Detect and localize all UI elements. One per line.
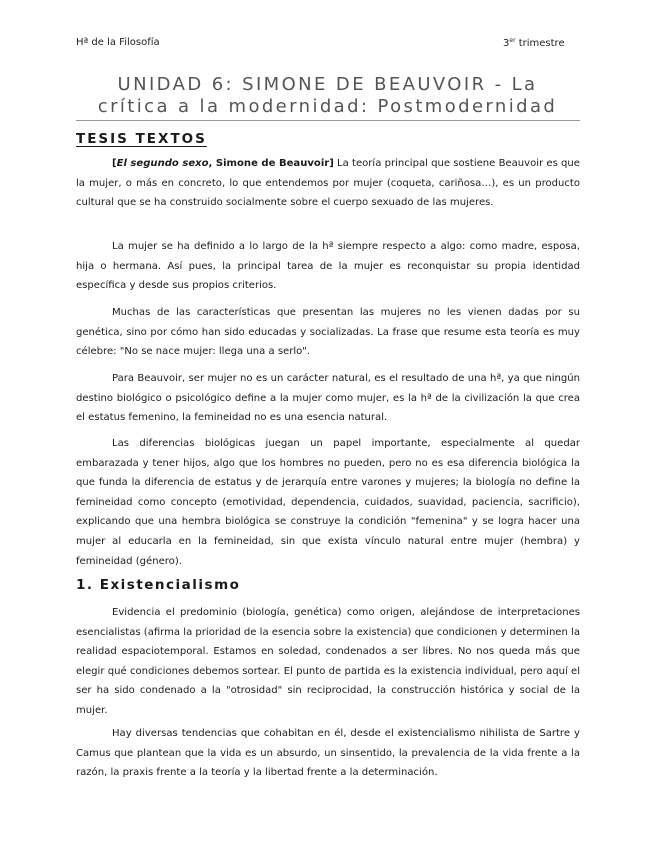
citation-work: El segundo sexo bbox=[116, 158, 209, 169]
paragraph-tesis-3: Muchas de las características que presentan las mujeres no les vienen dadas por su genética, sino por cómo han sido educadas y socializadas. La frase que resume esta teoría es muy célebre: "No se nace mujer: llega una a serlo". bbox=[76, 307, 580, 358]
header-term bbox=[503, 37, 565, 49]
citation-author: , Simone de Beauvoir bbox=[208, 158, 330, 169]
paragraph-tesis-1 bbox=[76, 154, 580, 213]
title-line-2: crítica a la modernidad: Postmodernidad bbox=[97, 96, 558, 117]
section-heading-tesis: TESIS TEXTOS bbox=[76, 131, 207, 147]
header-term-label: trimestre bbox=[515, 38, 565, 49]
citation-close: ] bbox=[329, 158, 334, 169]
citation-open: [ bbox=[112, 158, 117, 169]
title-line-1: UNIDAD 6: SIMONE DE BEAUVOIR - La bbox=[117, 74, 538, 95]
paragraph-tesis-5: Las diferencias biológicas juegan un papel importante, especialmente al quedar embarazada y tener hijos, algo que los hombres no pueden, pero no es esa diferencia biológica la que funda la diferencia de estatus y de jerarquía entre varones y mujeres; la biología no define la femineidad como concepto (emotividad, dependencia, cuidados, suavidad, paciencia, sacrificio), explicando que una hembra biológica se construye la condición "femenina" y se logra hacer una mujer al educarla en la femineidad, sin que exista vínculo natural entre mujer (hembra) y femineidad (género). bbox=[76, 438, 580, 567]
header-term-ordinal: er bbox=[509, 37, 516, 44]
page-title bbox=[72, 74, 583, 118]
header-term-number: 3 bbox=[503, 38, 510, 49]
paragraph-existencialismo-2: Hay diversas tendencias que cohabitan en él, desde el existencialismo nihilista de Sartre y Camus que plantean que la vida es un absurdo, un sinsentido, la prevalencia de la vida frente a la razón, la praxis frente a la teoría y la libertad frente a la determinación. bbox=[76, 728, 580, 779]
paragraph-existencialismo-1: Evidencia el predominio (biología, genética) como origen, alejándose de interpretaciones esencialistas (afirma la prioridad de la esencia sobre la existencia) que condicionen y determinen la realidad espaciotemporal. Estamos en soledad, condenados a ser libres. No nos queda más que elegir qué condiciones debemos sortear. El punto de partida es la existencia individual, pero aquí el ser ha sido condenado a la "otrosidad" sin reciprocidad, la construcción histórica y social de la mujer. bbox=[76, 607, 580, 716]
header-subject: Hª de la Filosofía bbox=[76, 37, 160, 48]
title-divider bbox=[76, 120, 580, 121]
section-heading-existencialismo: 1. Existencialismo bbox=[76, 577, 241, 593]
paragraph-tesis-1-text: La teoría principal que sostiene Beauvoir es que la mujer, o más en concreto, lo que entendemos por mujer (coqueta, cariñosa…), es un producto cultural que se ha construido socialmente sobre el cuerpo sexuado de las mujeres. bbox=[76, 158, 580, 209]
paragraph-tesis-4: Para Beauvoir, ser mujer no es un carácter natural, es el resultado de una hª, ya que ningún destino biológico o psicológico define a la mujer como mujer, es la hª de la civilización la que crea el estatus femenino, la femineidad no es una esencia natural. bbox=[76, 373, 580, 424]
citation bbox=[112, 158, 334, 169]
paragraph-tesis-2: La mujer se ha definido a lo largo de la hª siempre respecto a algo: como madre, esposa, hija o hermana. Así pues, la principal tarea de la mujer es reconquistar su propia identidad específica y desde sus propios criterios. bbox=[76, 241, 580, 292]
